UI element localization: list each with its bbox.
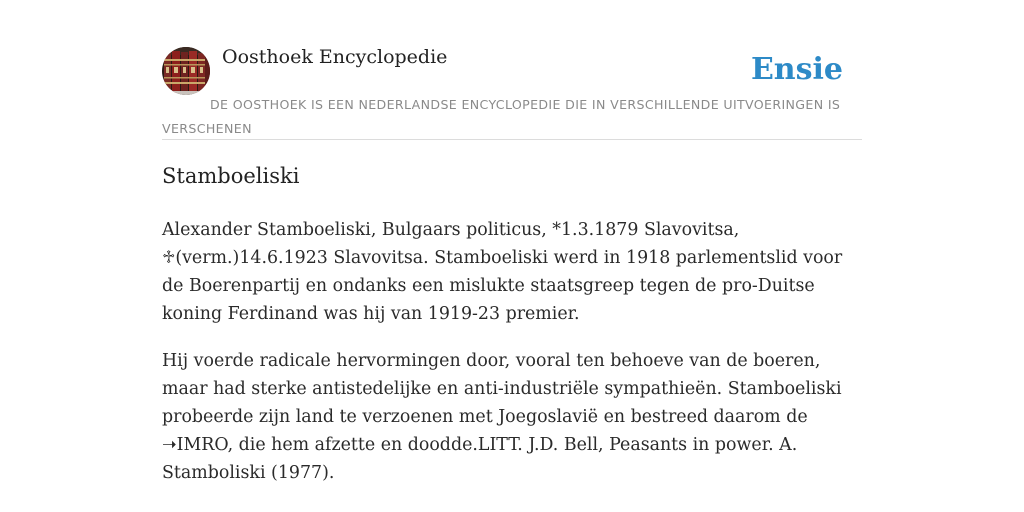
encyclopedia-books-icon[interactable]	[162, 47, 210, 95]
site-tagline: DE OOSTHOEK IS EEN NEDERLANDSE ENCYCLOPEDIE DIE IN VERSCHILLENDE UITVOERINGEN IS VERSCHENEN	[162, 97, 841, 136]
header-divider	[162, 139, 862, 140]
article-paragraph: Hij voerde radicale hervormingen door, vooral ten behoeve van de boeren, maar had sterke antistedelijke en anti-industriële sympathieën. Stamboeliski probeerde zijn land te verzoenen met Joegoslavië en bestreed daarom de ➝IMRO, die hem afzette en doodde.LITT. J.D. Bell, Peasants in power. A. Stamboliski (1977).	[162, 351, 842, 483]
article-paragraph: Alexander Stamboeliski, Bulgaars politicus, *1.3.1879 Slavovitsa, ♱(verm.)14.6.1923 Slavovitsa. Stamboeliski werd in 1918 parlementslid voor de Boerenpartij en ondanks een mislukte staatsgreep tegen de pro-Duitse koning Ferdinand was hij van 1919-23 premier.	[162, 220, 843, 324]
brand-logo[interactable]: Ensie	[750, 52, 843, 87]
article-title: Stamboeliski	[162, 164, 300, 188]
site-title[interactable]: Oosthoek Encyclopedie	[222, 46, 448, 68]
encyclopedia-books-image	[162, 47, 210, 95]
